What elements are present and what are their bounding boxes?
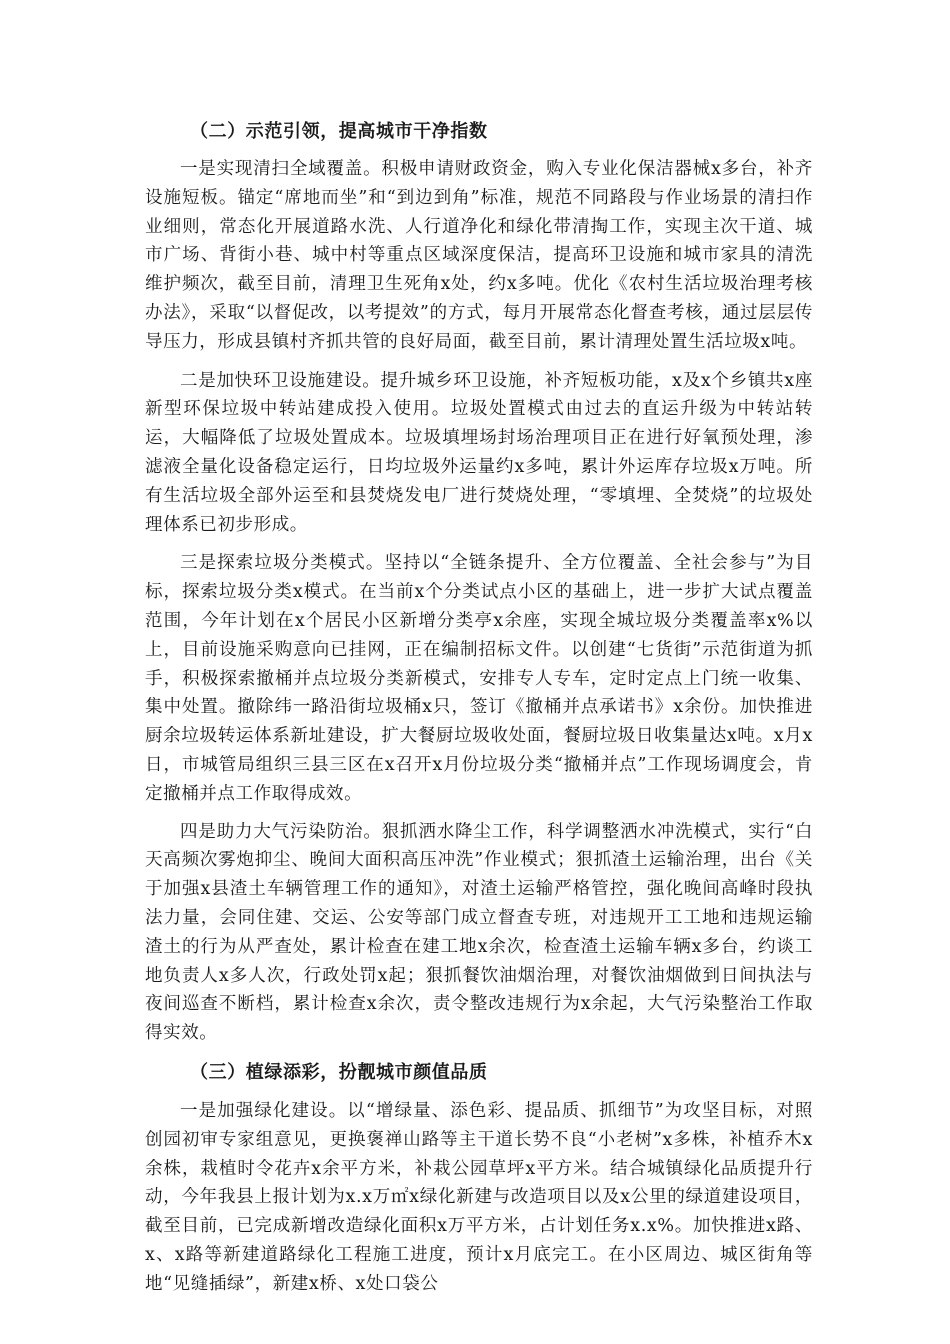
paragraph-cleaning-coverage: 一是实现清扫全域覆盖。积极申请财政资金，购入专业化保洁器械x多台，补齐设施短板。锚定“席地而坐”和“到边到角”标准，规范不同路段与作业场景的清扫作业细则，常态化开展道路水洗、人行道净化和绿化带清掏工作，实现主次干道、城市广场、背街小巷、城中村等重点区域深度保洁，提高环卫设施和城市家具的清洗维护频次，截至目前，清理卫生死角x处，约x多吨。优化《农村生活垃圾治理考核办法》，采取“以督促改，以考提效”的方式，每月开展常态化督查考核，通过层层传导压力，形成县镇村齐抓共管的良好局面，截至目前，累计清理处置生活垃圾x吨。 <box>145 159 813 352</box>
paragraph-sanitation-facilities: 二是加快环卫设施建设。提升城乡环卫设施，补齐短板功能，x及x个乡镇共x座新型环保垃圾中转站建成投入使用。垃圾处置模式由过去的直运升级为中转站转运，大幅降低了垃圾处置成本。垃圾填埋场封场治理项目正在进行好氧预处理，渗滤液全量化设备稳定运行，日均垃圾外运量约x多吨，累计外运库存垃圾x万吨。所有生活垃圾全部外运至和县焚烧发电厂进行焚烧处理，“零填埋、全焚烧”的垃圾处理体系已初步形成。 <box>145 370 813 535</box>
section-heading-3: （三）植绿添彩，扮靓城市颜值品质 <box>190 1061 488 1083</box>
paragraph-garbage-sorting: 三是探索垃圾分类模式。坚持以“全链条提升、全方位覆盖、全社会参与”为目标，探索垃圾分类x模式。在当前x个分类试点小区的基础上，进一步扩大试点覆盖范围，今年计划在x个居民小区新增分类亭x余座，实现全城垃圾分类覆盖率x%以上，目前设施采购意向已挂网，正在编制招标文件。以创建“七货街”示范街道为抓手，积极探索撤桶并点垃圾分类新模式，安排专人专车，定时定点上门统一收集、集中处置。撤除纬一路沿街垃圾桶x只，签订《撤桶并点承诺书》x余份。加快推进厨余垃圾转运体系新址建设，扩大餐厨垃圾收处面，餐厨垃圾日收集量达x吨。x月x日，市城管局组织三县三区在x召开x月份垃圾分类“撤桶并点”工作现场调度会，肯定撤桶并点工作取得成效。 <box>145 553 813 804</box>
section-heading-2: （二）示范引领，提高城市干净指数 <box>190 121 488 142</box>
document-page <box>145 117 813 1298</box>
paragraph-air-pollution: 四是助力大气污染防治。狠抓洒水降尘工作，科学调整洒水冲洗模式，实行“白天高频次雾炮抑尘、晚间大面积高压冲洗”作业模式；狠抓渣土运输治理，出台《关于加强x县渣土车辆管理工作的通知》，对渣土运输严格管控，强化晚间高峰时段执法力量，会同住建、交运、公安等部门成立督查专班，对违规开工工地和违规运输渣土的行为从严查处，累计检查在建工地x余次，检查渣土运输车辆x多台，约谈工地负责人x多人次，行政处罚x起；狠抓餐饮油烟治理，对餐饮油烟做到日间执法与夜间巡查不断档，累计检查x余次，责令整改违规行为x余起，大气污染整治工作取得实效。 <box>145 821 813 1044</box>
paragraph-greening: 一是加强绿化建设。以“增绿量、添色彩、提品质、抓细节”为攻坚目标，对照创园初审专家组意见，更换褒禅山路等主干道长势不良“小老树”x多株，补植乔木x余株，栽植时令花卉x余平方米，补栽公园草坪x平方米。结合城镇绿化品质提升行动，今年我县上报计划为x.x万㎡x绿化新建与改造项目以及x公里的绿道建设项目，截至目前，已完成新增改造绿化面积x万平方米，占计划任务x.x%。加快推进x路、x、x路等新建道路绿化工程施工进度，预计x月底完工。在小区周边、城区街角等地“见缝插绿”，新建x桥、x处口袋公 <box>145 1100 813 1294</box>
